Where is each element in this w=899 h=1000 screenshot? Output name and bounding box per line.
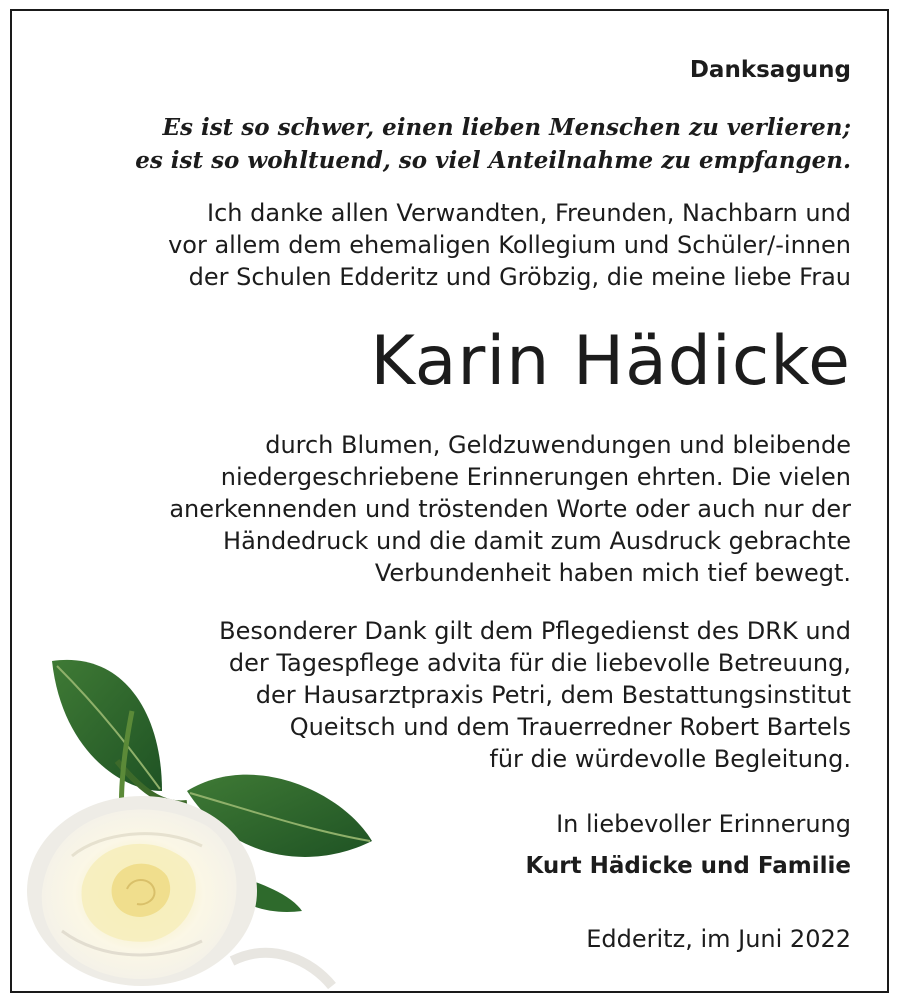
body-line: durch Blumen, Geldzuwendungen und bleibende bbox=[265, 431, 851, 459]
intro-line: der Schulen Edderitz und Gröbzig, die meine liebe Frau bbox=[188, 263, 851, 291]
page-title: Danksagung bbox=[689, 57, 851, 83]
body-paragraph bbox=[169, 429, 851, 589]
place-date: Edderitz, im Juni 2022 bbox=[586, 925, 851, 953]
quote-line: es ist so wohltuend, so viel Anteilnahme zu empfangen. bbox=[135, 147, 851, 174]
intro-line: vor allem dem ehemaligen Kollegium und Schüler/-innen bbox=[168, 231, 851, 259]
thanks-line: der Hausarztpraxis Petri, dem Bestattungsinstitut bbox=[255, 681, 851, 709]
closing-line: In liebevoller Erinnerung bbox=[556, 810, 851, 838]
body-line: Händedruck und die damit zum Ausdruck gebrachte bbox=[223, 527, 851, 555]
deceased-name: Karin Hädicke bbox=[370, 322, 851, 401]
signer-name: Kurt Hädicke und Familie bbox=[525, 853, 851, 879]
quote-line: Es ist so schwer, einen lieben Menschen zu verlieren; bbox=[162, 114, 851, 141]
intro-line: Ich danke allen Verwandten, Freunden, Nachbarn und bbox=[207, 199, 851, 227]
thanks-line: für die würdevolle Begleitung. bbox=[489, 745, 851, 773]
obituary-notice bbox=[10, 9, 889, 993]
quote-block bbox=[135, 111, 851, 177]
special-thanks-paragraph bbox=[219, 615, 851, 775]
intro-paragraph bbox=[168, 197, 851, 293]
body-line: Verbundenheit haben mich tief bewegt. bbox=[374, 559, 851, 587]
thanks-line: Queitsch und dem Trauerredner Robert Bartels bbox=[289, 713, 851, 741]
body-line: anerkennenden und tröstenden Worte oder auch nur der bbox=[169, 495, 851, 523]
body-line: niedergeschriebene Erinnerungen ehrten. Die vielen bbox=[220, 463, 851, 491]
thanks-line: Besonderer Dank gilt dem Pflegedienst des DRK und bbox=[219, 617, 851, 645]
thanks-line: der Tagespflege advita für die liebevolle Betreuung, bbox=[228, 649, 851, 677]
